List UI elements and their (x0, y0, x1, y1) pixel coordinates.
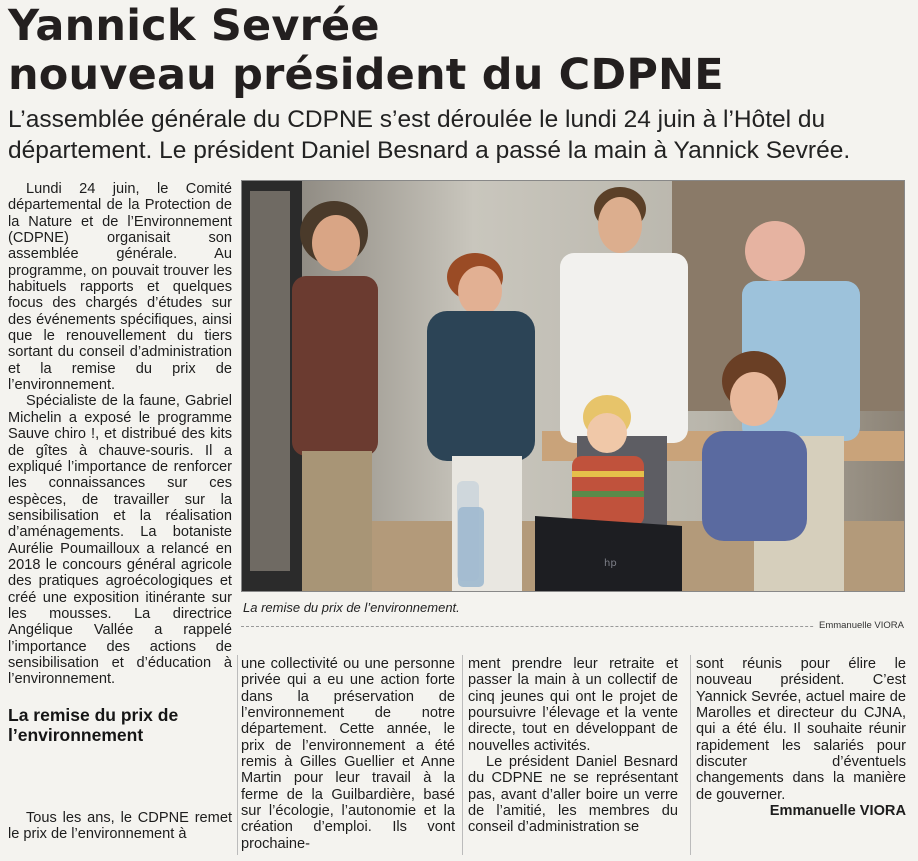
laptop-logo: hp (604, 558, 617, 569)
article-column-1-bottom (8, 810, 232, 843)
article-column-2 (241, 656, 455, 852)
article-column-3 (468, 656, 678, 836)
article-paragraph-intro: Lundi 24 juin, le Comité départemental de la Protection de la Nature et de l’Environnement (CDPNE) organisait son assemblée générale. Au programme, on pouvait trouver les habituels rapports et quelques focus des chargés d’études sur des événements spécifiques, ainsi que le renouvellement du tiers sortant du conseil d’administration et la remise du prix de l’environnement. (8, 181, 232, 394)
article-paragraph-speakers: Spécialiste de la faune, Gabriel Michelin a exposé le programme Sauve chiro !, et distribué des kits de gîtes à chauve-souris. Il a expliqué l’importance de renforcer les connaissances sur ces espèces, de travailler sur la sensibilisation et la réalisation d’aménagements. La botaniste Aurélie Poumailloux a relancé en 2018 le concours général agricole des pratiques agroécologiques et créé une exposition itinérante sur les mousses. La directrice Angélique Vallée a rappelé l’importance des actions de sensibilisation et d’éducation à l’environnement. (8, 393, 232, 688)
article-paragraph-election: sont réunis pour élire le nouveau président. C’est Yannick Sevrée, actuel maire de Marolles et directeur du CJNA, qui a été élu. Il souhaite réunir rapidement les salariés pour discuter d’éventuels changements dans la manière de gouverner. (696, 656, 906, 803)
article-lede: L’assemblée générale du CDPNE s’est déroulée le lundi 24 juin à l’Hôtel du département. Le président Daniel Besnard a passé la main à Yannick Sevrée. (8, 106, 851, 164)
article-column-4 (696, 656, 906, 819)
photo-credit-rule (241, 626, 903, 627)
photo-credit: Emmanuelle VIORA (815, 620, 904, 631)
column-divider (237, 655, 238, 855)
column-divider (690, 655, 691, 855)
headline-line-2: nouveau président du CDPNE (8, 50, 724, 100)
article-paragraph-president: Le président Daniel Besnard du CDPNE ne se représentant pas, avant d’aller boire un verre de l’amitié, les membres du conseil d’administration se (468, 754, 678, 836)
headline-line-1: Yannick Sevrée (8, 1, 380, 51)
article-paragraph-prize: une collectivité ou une personne privée qui a eu une action forte dans la préservation de l’environnement de notre département. Cette année, le prix de l’environnement a été remis à Gilles Guellier et Anne Martin pour leur travail à la ferme de la Guilbardière, basé sur l’écologie, l’autonomie et la création d’emploi. Ils vont prochaine- (241, 656, 455, 852)
article-column-1 (8, 181, 232, 753)
article-subheading: La remise du prix de l’environnement (8, 704, 179, 745)
article-photo (241, 180, 905, 592)
photo-caption: La remise du prix de l’environnement. (243, 600, 460, 615)
article-paragraph-prize-start: Tous les ans, le CDPNE remet le prix de l’environnement à (8, 810, 232, 843)
article-paragraph-retirement: ment prendre leur retraite et passer la main à un collectif de cinq jeunes qui ont le projet de poursuivre l’élevage et la vente directe, tout en développant de nouvelles activités. (468, 656, 678, 754)
column-divider (462, 655, 463, 855)
article-headline (8, 2, 724, 100)
article-signature: Emmanuelle VIORA (769, 803, 906, 820)
